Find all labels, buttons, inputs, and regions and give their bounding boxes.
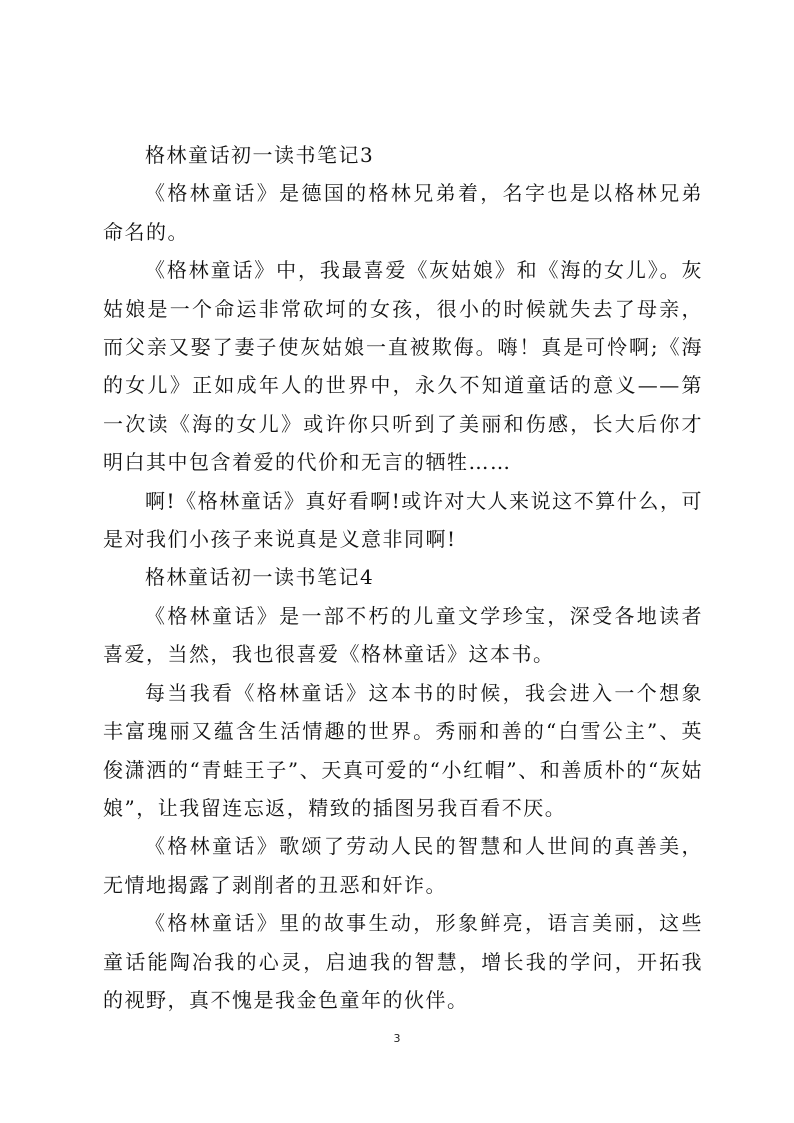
paragraph: 啊!《格林童话》真好看啊!或许对大人来说这不算什么，可是对我们小孩子来说真是义意非同啊! [103, 488, 703, 552]
heading-notes-3: 格林童话初一读书笔记3 [145, 143, 375, 167]
paragraph: 《格林童话》歌颂了劳动人民的智慧和人世间的真善美，无情地揭露了剥削者的丑恶和奸诈。 [103, 834, 703, 897]
paragraph: 每当我看《格林童话》这本书的时候，我会进入一个想象丰富瑰丽又蕴含生活情趣的世界。秀丽和善的“白雪公主”、英俊潇洒的“青蛙王子”、天真可爱的“小红帽”、和善质朴的“灰姑娘”，让我留连忘返，精致的插图另我百看不厌。 [103, 680, 703, 820]
heading-notes-4: 格林童话初一读书笔记4 [145, 565, 375, 590]
paragraph: 《格林童话》里的故事生动，形象鲜亮，语言美丽，这些童话能陶冶我的心灵，启迪我的智慧，增长我的学问，开拓我的视野，真不愧是我金色童年的伙伴。 [103, 911, 703, 1012]
page-body [103, 136, 703, 1019]
paragraph: 《格林童话》中，我最喜爱《灰姑娘》和《海的女儿》。灰姑娘是一个命运非常砍坷的女孩，很小的时候就失去了母亲，而父亲又娶了妻子使灰姑娘一直被欺侮。嗨！真是可怜啊;《海的女儿》正如成年人的世界中，永久不知道童话的意义——第一次读《海的女儿》或许你只听到了美丽和伤感，长大后你才明白其中包含着爱的代价和无言的牺牲…… [103, 258, 703, 475]
paragraph: 《格林童话》是一部不朽的儿童文学珍宝，深受各地读者喜爱，当然，我也很喜爱《格林童话》这本书。 [103, 603, 703, 667]
paragraph: 《格林童话》是德国的格林兄弟着，名字也是以格林兄弟命名的。 [103, 181, 703, 244]
page-number: 3 [393, 1032, 401, 1045]
